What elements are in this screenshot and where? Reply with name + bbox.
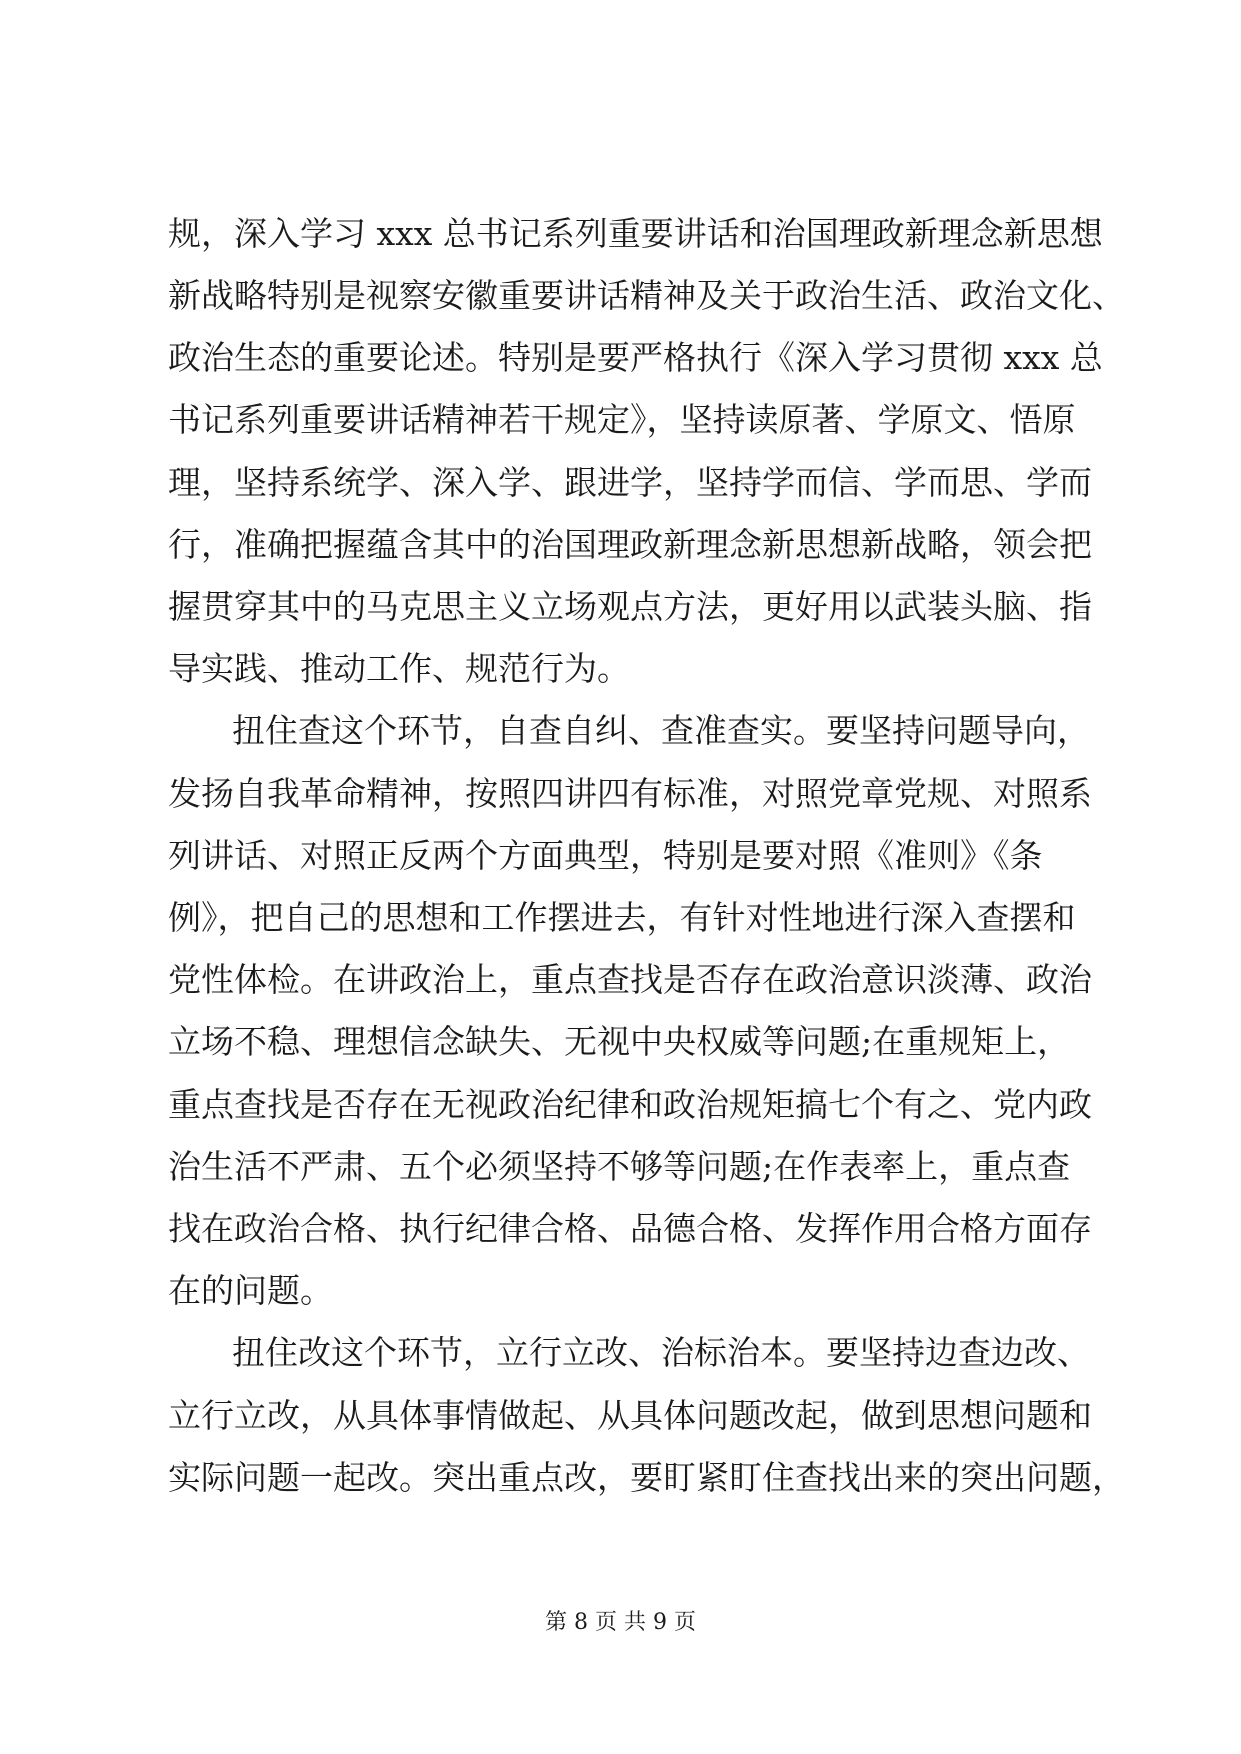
text-line: 理，坚持系统学、深入学、跟进学，坚持学而信、学而思、学而 [168, 463, 1092, 502]
text-line: 立行立改，从具体事情做起、从具体问题改起，做到思想问题和 [168, 1396, 1092, 1435]
paragraph-start-line: 扭住改这个环节，立行立改、治标治本。要坚持边查边改、 [232, 1333, 1090, 1372]
text-line: 规，深入学习 xxx 总书记系列重要讲话和治国理政新理念新思想 [168, 214, 1103, 253]
text-line: 重点查找是否存在无视政治纪律和政治规矩搞七个有之、党内政 [168, 1085, 1092, 1124]
text-line: 书记系列重要讲话精神若干规定》，坚持读原著、学原文、悟原 [168, 400, 1076, 439]
text-line: 在的问题。 [168, 1271, 333, 1310]
text-line: 新战略特别是视察安徽重要讲话精神及关于政治生活、政治文化、 [168, 276, 1125, 315]
text-line: 行，准确把握蕴含其中的治国理政新理念新思想新战略，领会把 [168, 525, 1092, 564]
text-line: 政治生态的重要论述。特别是要严格执行《深入学习贯彻 xxx 总 [168, 338, 1103, 377]
text-line: 党性体检。在讲政治上，重点查找是否存在政治意识淡薄、政治 [168, 960, 1092, 999]
page-number-footer: 第 8 页 共 9 页 [545, 1610, 696, 1635]
text-line: 治生活不严肃、五个必须坚持不够等问题;在作表率上，重点查 [168, 1147, 1071, 1186]
paragraph-start-line: 扭住查这个环节，自查自纠、查准查实。要坚持问题导向， [232, 711, 1090, 750]
text-line: 例》，把自己的思想和工作摆进去，有针对性地进行深入查摆和 [168, 898, 1076, 937]
text-line: 握贯穿其中的马克思主义立场观点方法，更好用以武装头脑、指 [168, 587, 1092, 626]
text-line: 立场不稳、理想信念缺失、无视中央权威等问题;在重规矩上， [168, 1022, 1071, 1061]
text-line: 导实践、推动工作、规范行为。 [168, 649, 630, 688]
text-line: 发扬自我革命精神，按照四讲四有标准，对照党章党规、对照系 [168, 774, 1092, 813]
text-line: 实际问题一起改。突出重点改，要盯紧盯住查找出来的突出问题， [168, 1458, 1125, 1497]
text-line: 找在政治合格、执行纪律合格、品德合格、发挥作用合格方面存 [168, 1209, 1092, 1248]
text-line: 列讲话、对照正反两个方面典型，特别是要对照《准则》《条 [168, 836, 1043, 875]
